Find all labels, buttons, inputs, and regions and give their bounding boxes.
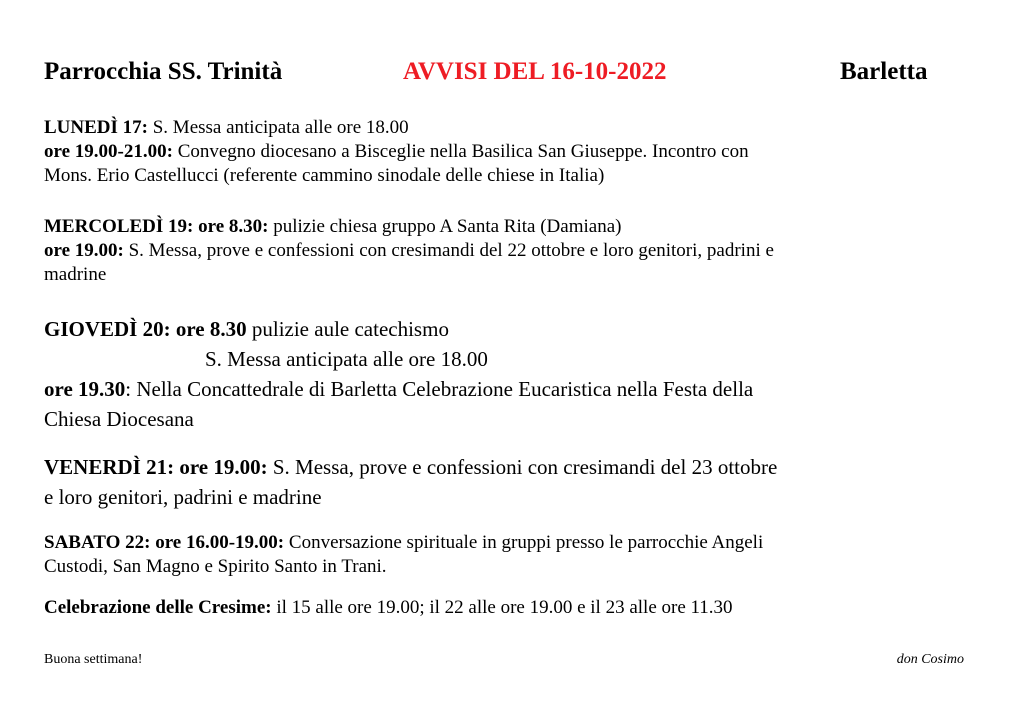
footer-signature: don Cosimo (896, 652, 964, 667)
thursday-section (44, 314, 994, 434)
thursday-line-4: Chiesa Diocesana (44, 407, 194, 431)
monday-day-label: LUNEDÌ 17: (44, 117, 148, 138)
wednesday-cleaning-text: pulizie chiesa gruppo A Santa Rita (Damiana) (268, 216, 622, 237)
wednesday-line-1 (44, 215, 994, 239)
wednesday-section (44, 215, 994, 287)
thursday-time-label: ore 19.30 (44, 377, 126, 401)
monday-line-3: Mons. Erio Castellucci (referente cammino sinodale delle chiese in Italia) (44, 165, 605, 186)
parish-name: Parrocchia SS. Trinità (44, 58, 283, 85)
thursday-celebration-text: : Nella Concattedrale di Barletta Celebrazione Eucaristica nella Festa della (125, 377, 754, 401)
saturday-conversation-text: Conversazione spirituale in gruppi presso le parrocchie Angeli (284, 532, 764, 553)
thursday-line-1 (44, 314, 994, 344)
thursday-line-3 (44, 374, 994, 404)
friday-day-label: VENERDÌ 21: ore 19.00: (44, 455, 268, 479)
notice-footer (44, 650, 964, 670)
thursday-day-label: GIOVEDÌ 20: ore 8.30 (44, 317, 247, 341)
confirmations-line (44, 596, 994, 620)
city-name: Barletta (840, 58, 928, 85)
wednesday-day-label: MERCOLEDÌ 19: ore 8.30: (44, 216, 269, 237)
wednesday-time-label: ore 19.00: (44, 240, 124, 261)
monday-conference-text: Convegno diocesano a Bisceglie nella Basilica San Giuseppe. Incontro con (172, 141, 749, 162)
wednesday-mass-text: S. Messa, prove e confessioni con cresimandi del 22 ottobre e loro genitori, padrini e (123, 240, 774, 261)
saturday-line-2: Custodi, San Magno e Spirito Santo in Trani. (44, 556, 387, 577)
friday-line-2: e loro genitori, padrini e madrine (44, 485, 322, 509)
footer-greeting: Buona settimana! (44, 652, 143, 667)
wednesday-line-2 (44, 239, 994, 263)
confirmations-text: il 15 alle ore 19.00; il 22 alle ore 19.00 e il 23 alle ore 11.30 (271, 597, 733, 618)
monday-time-label: ore 19.00-21.00: (44, 141, 173, 162)
saturday-day-label: SABATO 22: ore 16.00-19.00: (44, 532, 285, 553)
saturday-line-1 (44, 531, 994, 555)
friday-mass-text: S. Messa, prove e confessioni con cresimandi del 23 ottobre (267, 455, 778, 479)
notice-header (44, 54, 964, 90)
friday-line-1 (44, 452, 994, 482)
confirmations-section (44, 596, 994, 620)
saturday-section (44, 531, 994, 579)
confirmations-label: Celebrazione delle Cresime: (44, 597, 272, 618)
monday-section (44, 116, 994, 188)
thursday-line-2: S. Messa anticipata alle ore 18.00 (205, 347, 488, 371)
thursday-cleaning-text: pulizie aule catechismo (246, 317, 449, 341)
monday-line-2 (44, 140, 994, 164)
notice-title: AVVISI DEL 16-10-2022 (403, 58, 667, 85)
wednesday-line-3: madrine (44, 264, 107, 285)
friday-section (44, 452, 994, 512)
monday-line-1 (44, 116, 994, 140)
monday-mass-text: S. Messa anticipata alle ore 18.00 (147, 117, 409, 138)
